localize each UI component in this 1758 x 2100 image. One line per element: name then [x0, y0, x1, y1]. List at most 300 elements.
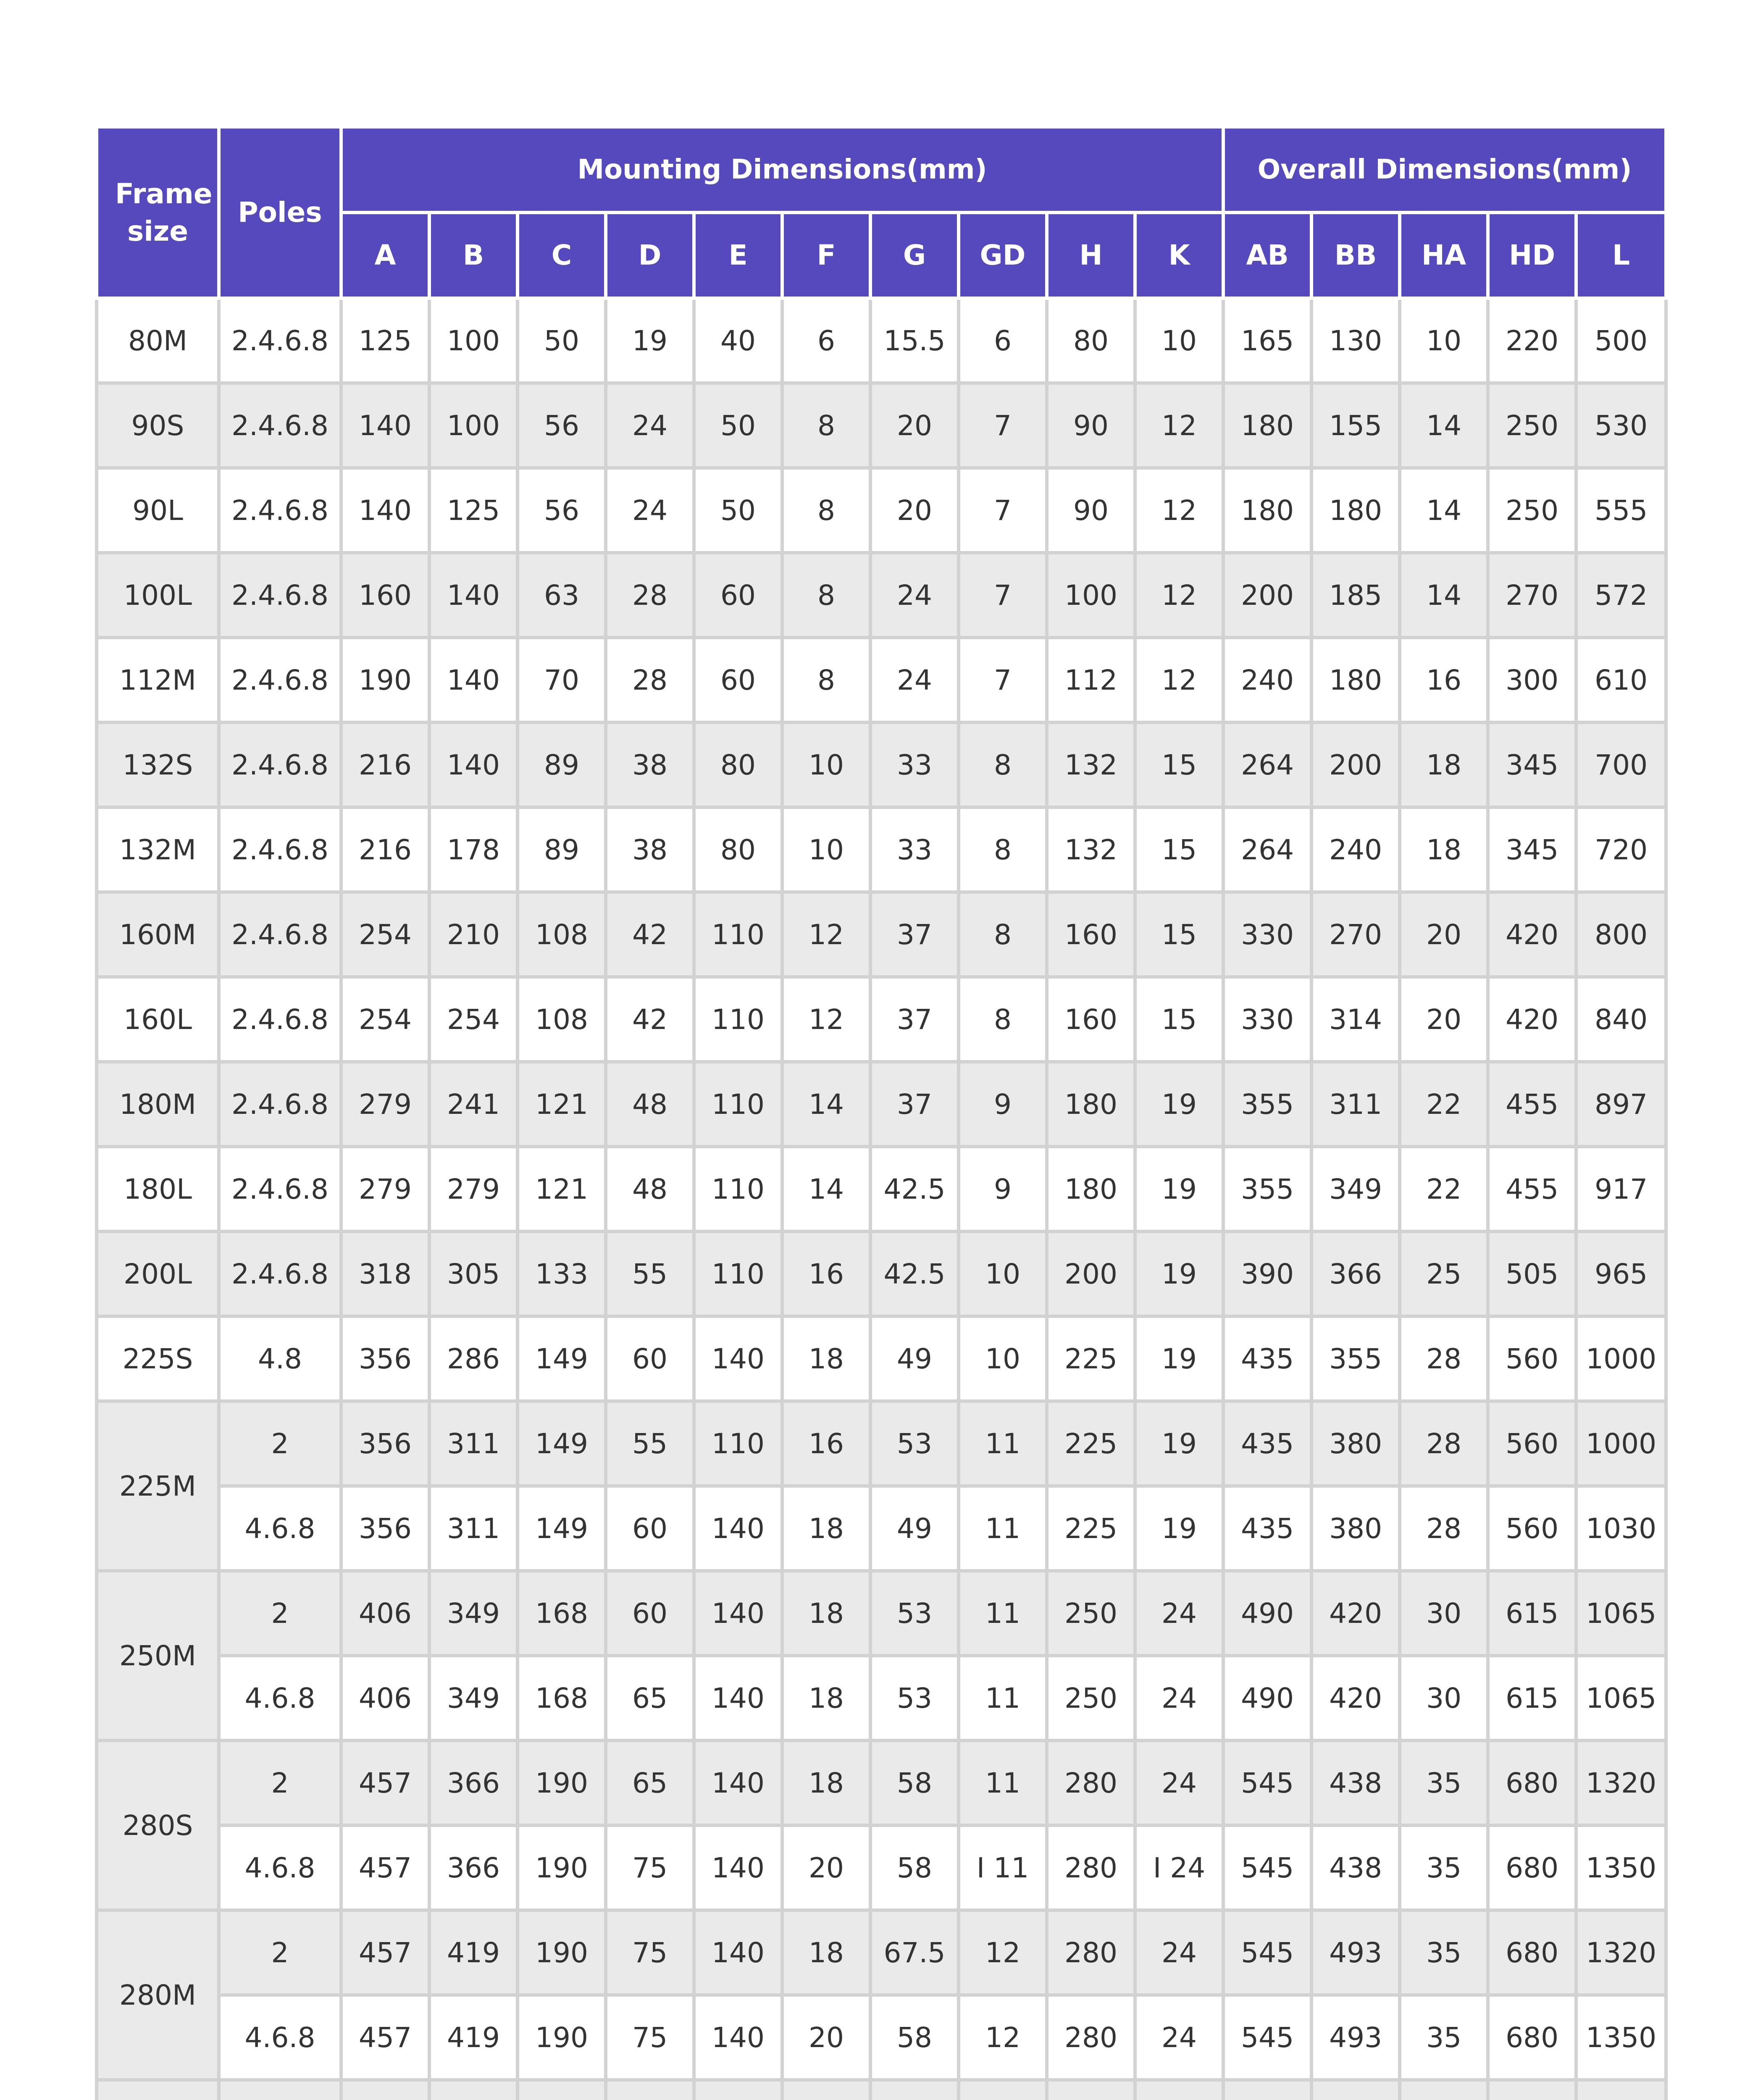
table-cell: 56	[518, 383, 606, 468]
table-cell: 63	[518, 553, 606, 638]
poles-cell: 2.4.6.8	[219, 553, 341, 638]
table-cell: 20	[782, 1995, 870, 2080]
table-cell: 132	[1047, 722, 1135, 807]
table-cell: 493	[1311, 1910, 1400, 1995]
table-cell: 420	[1488, 977, 1576, 1062]
table-cell: 12	[782, 892, 870, 977]
table-body	[97, 298, 1666, 2100]
table-cell: 15	[1135, 977, 1223, 1062]
table-cell: 65	[606, 1656, 694, 1740]
table-cell: 420	[1311, 1571, 1400, 1656]
table-cell: 18	[782, 1486, 870, 1571]
table-cell: 240	[1223, 638, 1311, 722]
table-cell: 555	[1576, 468, 1666, 553]
table-cell: 279	[429, 1147, 518, 1231]
table-cell: 19	[1135, 1316, 1223, 1401]
poles-cell: 4.6.8	[219, 1995, 341, 2080]
table-cell: 241	[429, 1062, 518, 1147]
table-cell: 15	[1135, 807, 1223, 892]
table-cell: 965	[1576, 1231, 1666, 1316]
poles-cell: 2.4.6.8	[219, 892, 341, 977]
table-cell: 155	[1311, 383, 1400, 468]
table-row	[97, 468, 1666, 553]
table-cell: 1000	[1576, 1401, 1666, 1486]
table-cell: 250	[1488, 468, 1576, 553]
table-cell: 89	[518, 807, 606, 892]
poles-header: Poles	[219, 127, 341, 298]
table-cell: 35	[1400, 1995, 1488, 2080]
table-cell: 840	[1576, 977, 1666, 1062]
table-row	[97, 383, 1666, 468]
table-cell: 100	[429, 298, 518, 383]
table-cell: 18	[1400, 722, 1488, 807]
table-cell: 24	[1135, 1656, 1223, 1740]
table-cell: 140	[694, 1486, 782, 1571]
poles-cell: 2	[219, 1571, 341, 1656]
frame-size-cell	[97, 2080, 219, 2100]
table-cell: 10	[782, 807, 870, 892]
table-cell: 180	[1047, 1062, 1135, 1147]
poles-cell: 2.4.6.8	[219, 383, 341, 468]
table-cell	[1488, 2080, 1576, 2100]
table-cell: 8	[959, 892, 1047, 977]
table-cell: 16	[1400, 638, 1488, 722]
table-cell: 42	[606, 892, 694, 977]
table-cell: 18	[782, 1656, 870, 1740]
table-cell: 149	[518, 1486, 606, 1571]
table-cell: 28	[1400, 1486, 1488, 1571]
table-cell: 18	[782, 1316, 870, 1401]
table-cell: 505	[1488, 1231, 1576, 1316]
table-cell: 390	[1223, 1231, 1311, 1316]
table-cell: 311	[429, 1401, 518, 1486]
table-cell: 19	[1135, 1486, 1223, 1571]
table-cell: 160	[1047, 977, 1135, 1062]
table-cell: 225	[1047, 1316, 1135, 1401]
table-cell: 53	[870, 1656, 959, 1740]
table-cell	[694, 2080, 782, 2100]
table-cell: 53	[870, 1571, 959, 1656]
table-cell	[341, 2080, 429, 2100]
table-cell: 80	[694, 722, 782, 807]
table-cell: 270	[1488, 553, 1576, 638]
poles-cell: 2.4.6.8	[219, 638, 341, 722]
table-cell: 264	[1223, 722, 1311, 807]
table-cell: 349	[429, 1656, 518, 1740]
table-cell: 121	[518, 1147, 606, 1231]
table-cell: 100	[1047, 553, 1135, 638]
table-cell: 58	[870, 1740, 959, 1825]
table-cell: 6	[959, 298, 1047, 383]
table-cell: 9	[959, 1062, 1047, 1147]
table-cell: 7	[959, 383, 1047, 468]
table-cell: 1350	[1576, 1995, 1666, 2080]
table-row	[97, 1995, 1666, 2080]
table-cell: 180	[1223, 383, 1311, 468]
table-cell	[1576, 2080, 1666, 2100]
poles-cell	[219, 2080, 341, 2100]
table-cell: 420	[1311, 1656, 1400, 1740]
table-row	[97, 892, 1666, 977]
table-cell: 24	[1135, 1910, 1223, 1995]
frame-size-cell: 160L	[97, 977, 219, 1062]
table-cell: 55	[606, 1401, 694, 1486]
table-cell: 110	[694, 1147, 782, 1231]
table-cell: 90	[1047, 383, 1135, 468]
table-cell: 140	[694, 1740, 782, 1825]
table-cell: 80	[1047, 298, 1135, 383]
table-cell: 40	[694, 298, 782, 383]
table-cell: 140	[694, 1571, 782, 1656]
table-cell: 140	[429, 553, 518, 638]
table-cell: 12	[1135, 638, 1223, 722]
frame-size-cell: 90S	[97, 383, 219, 468]
table-cell: 160	[1047, 892, 1135, 977]
column-header-ha: HA	[1400, 213, 1488, 298]
table-cell: 121	[518, 1062, 606, 1147]
table-cell: 15.5	[870, 298, 959, 383]
table-cell: 22	[1400, 1147, 1488, 1231]
table-cell: 53	[870, 1401, 959, 1486]
table-cell: 8	[782, 638, 870, 722]
table-cell: 49	[870, 1316, 959, 1401]
table-cell: 30	[1400, 1571, 1488, 1656]
table-cell: 20	[870, 383, 959, 468]
table-cell: 58	[870, 1995, 959, 2080]
table-cell: 19	[606, 298, 694, 383]
table-cell: 457	[341, 1740, 429, 1825]
table-cell: 90	[1047, 468, 1135, 553]
table-cell: 500	[1576, 298, 1666, 383]
table-cell: 80	[694, 807, 782, 892]
table-cell: 545	[1223, 1740, 1311, 1825]
table-cell	[606, 2080, 694, 2100]
table-cell	[429, 2080, 518, 2100]
table-cell: 7	[959, 468, 1047, 553]
frame-size-cell: 200L	[97, 1231, 219, 1316]
table-row	[97, 722, 1666, 807]
table-cell: 140	[694, 1825, 782, 1910]
table-cell: 917	[1576, 1147, 1666, 1231]
poles-cell: 2.4.6.8	[219, 977, 341, 1062]
table-cell: 250	[1488, 383, 1576, 468]
poles-cell: 4.6.8	[219, 1656, 341, 1740]
table-cell: 185	[1311, 553, 1400, 638]
table-cell: 50	[694, 468, 782, 553]
column-header-d: D	[606, 213, 694, 298]
table-cell: 16	[782, 1401, 870, 1486]
table-cell: 33	[870, 807, 959, 892]
table-cell: 42.5	[870, 1231, 959, 1316]
table-cell: 455	[1488, 1147, 1576, 1231]
table-cell: 132	[1047, 807, 1135, 892]
table-cell	[1400, 2080, 1488, 2100]
table-cell: 14	[1400, 383, 1488, 468]
table-row	[97, 1231, 1666, 1316]
table-cell: 7	[959, 553, 1047, 638]
table-cell: 11	[959, 1571, 1047, 1656]
table-cell: 140	[341, 383, 429, 468]
table-cell: 380	[1311, 1486, 1400, 1571]
table-cell: 356	[341, 1316, 429, 1401]
table-cell: 125	[429, 468, 518, 553]
table-cell: 37	[870, 892, 959, 977]
table-cell: 37	[870, 977, 959, 1062]
table-cell: 25	[1400, 1231, 1488, 1316]
table-cell: 180	[1047, 1147, 1135, 1231]
table-cell: 38	[606, 722, 694, 807]
table-cell: 457	[341, 1825, 429, 1910]
frame-size-cell: 180M	[97, 1062, 219, 1147]
table-cell: 110	[694, 892, 782, 977]
table-cell: 490	[1223, 1571, 1311, 1656]
table-cell: 9	[959, 1147, 1047, 1231]
table-cell: 190	[518, 1825, 606, 1910]
table-cell: 700	[1576, 722, 1666, 807]
table-cell: 1065	[1576, 1571, 1666, 1656]
table-cell: 264	[1223, 807, 1311, 892]
table-cell: I 24	[1135, 1825, 1223, 1910]
header-row-groups	[97, 127, 1666, 213]
table-cell: 28	[606, 638, 694, 722]
table-cell: 20	[1400, 977, 1488, 1062]
table-cell: 545	[1223, 1910, 1311, 1995]
table-cell: 28	[1400, 1316, 1488, 1401]
table-cell: 18	[1400, 807, 1488, 892]
table-cell: 140	[429, 638, 518, 722]
table-cell: 190	[518, 1995, 606, 2080]
table-cell: 180	[1311, 638, 1400, 722]
table-cell: 680	[1488, 1740, 1576, 1825]
frame-size-cell: 160M	[97, 892, 219, 977]
table-cell: 419	[429, 1995, 518, 2080]
table-cell	[518, 2080, 606, 2100]
table-row	[97, 1825, 1666, 1910]
table-row	[97, 977, 1666, 1062]
table-cell: 311	[1311, 1062, 1400, 1147]
table-cell: 1320	[1576, 1910, 1666, 1995]
poles-cell: 2.4.6.8	[219, 1231, 341, 1316]
poles-cell: 4.6.8	[219, 1486, 341, 1571]
table-cell: 356	[341, 1401, 429, 1486]
table-cell: 48	[606, 1147, 694, 1231]
table-cell	[959, 2080, 1047, 2100]
table-cell: 60	[606, 1486, 694, 1571]
table-cell: 22	[1400, 1062, 1488, 1147]
table-cell: 200	[1223, 553, 1311, 638]
dimensions-table	[95, 125, 1668, 2100]
table-cell: 14	[1400, 468, 1488, 553]
table-cell: 438	[1311, 1740, 1400, 1825]
frame-size-cell: 180L	[97, 1147, 219, 1231]
table-cell: 254	[341, 977, 429, 1062]
table-cell: 12	[959, 1995, 1047, 2080]
table-cell: 8	[959, 977, 1047, 1062]
table-cell: 12	[1135, 383, 1223, 468]
table-cell: 225	[1047, 1486, 1135, 1571]
table-row	[97, 1740, 1666, 1825]
table-cell: 280	[1047, 1995, 1135, 2080]
table-cell: 420	[1488, 892, 1576, 977]
table-cell: 35	[1400, 1740, 1488, 1825]
table-row	[97, 553, 1666, 638]
table-cell: 18	[782, 1910, 870, 1995]
table-cell: 14	[1400, 553, 1488, 638]
table-cell: 455	[1488, 1062, 1576, 1147]
column-header-c: C	[518, 213, 606, 298]
poles-cell: 2	[219, 1910, 341, 1995]
table-cell: 11	[959, 1656, 1047, 1740]
frame-size-cell: 280M	[97, 1910, 219, 2080]
table-cell: 130	[1311, 298, 1400, 383]
table-cell: 560	[1488, 1316, 1576, 1401]
table-cell: 314	[1311, 977, 1400, 1062]
table-cell: 50	[518, 298, 606, 383]
table-cell: 180	[1223, 468, 1311, 553]
table-cell: 28	[1400, 1401, 1488, 1486]
table-cell: 190	[341, 638, 429, 722]
table-cell: 38	[606, 807, 694, 892]
table-cell: 14	[782, 1062, 870, 1147]
table-cell: 349	[1311, 1147, 1400, 1231]
table-cell: 60	[606, 1571, 694, 1656]
table-cell: 56	[518, 468, 606, 553]
table-cell: 305	[429, 1231, 518, 1316]
table-cell: 42	[606, 977, 694, 1062]
column-header-a: A	[341, 213, 429, 298]
table-cell: 254	[429, 977, 518, 1062]
table-cell: 12	[959, 1910, 1047, 1995]
table-cell: 216	[341, 807, 429, 892]
table-cell: 311	[429, 1486, 518, 1571]
table-cell: 178	[429, 807, 518, 892]
table-cell: 572	[1576, 553, 1666, 638]
table-cell: 108	[518, 892, 606, 977]
table-cell: 49	[870, 1486, 959, 1571]
table-cell: 615	[1488, 1571, 1576, 1656]
table-cell: 435	[1223, 1486, 1311, 1571]
table-row	[97, 807, 1666, 892]
table-cell: 457	[341, 1995, 429, 2080]
frame-size-cell: 280S	[97, 1740, 219, 1910]
poles-cell: 2	[219, 1401, 341, 1486]
table-cell: 160	[341, 553, 429, 638]
table-cell: 140	[694, 1656, 782, 1740]
table-cell: 10	[1400, 298, 1488, 383]
table-cell: 457	[341, 1910, 429, 1995]
frame-size-cell: 250M	[97, 1571, 219, 1740]
table-cell: 330	[1223, 977, 1311, 1062]
table-row	[97, 1571, 1666, 1656]
frame-size-cell: 80M	[97, 298, 219, 383]
column-header-g: G	[870, 213, 959, 298]
table-cell: 435	[1223, 1401, 1311, 1486]
table-cell: 366	[429, 1825, 518, 1910]
table-cell: 8	[782, 383, 870, 468]
poles-cell: 4.8	[219, 1316, 341, 1401]
table-row	[97, 1147, 1666, 1231]
column-header-ab: AB	[1223, 213, 1311, 298]
table-cell: 12	[1135, 553, 1223, 638]
table-cell: 300	[1488, 638, 1576, 722]
poles-cell: 2.4.6.8	[219, 1147, 341, 1231]
table-cell: 125	[341, 298, 429, 383]
table-cell: 28	[606, 553, 694, 638]
table-cell: 140	[694, 1316, 782, 1401]
table-cell	[1223, 2080, 1311, 2100]
table-cell: 180	[1311, 468, 1400, 553]
table-cell: 19	[1135, 1147, 1223, 1231]
table-cell: 279	[341, 1062, 429, 1147]
table-cell: 280	[1047, 1740, 1135, 1825]
table-cell: 11	[959, 1486, 1047, 1571]
table-cell: 24	[1135, 1740, 1223, 1825]
column-header-gd: GD	[959, 213, 1047, 298]
table-cell: 380	[1311, 1401, 1400, 1486]
table-cell: 435	[1223, 1316, 1311, 1401]
poles-cell: 2.4.6.8	[219, 468, 341, 553]
table-cell: 800	[1576, 892, 1666, 977]
table-cell: 33	[870, 722, 959, 807]
table-cell: 8	[782, 553, 870, 638]
table-cell: 65	[606, 1740, 694, 1825]
table-cell: 897	[1576, 1062, 1666, 1147]
table-cell: 355	[1223, 1147, 1311, 1231]
table-cell: 15	[1135, 892, 1223, 977]
table-cell: 545	[1223, 1995, 1311, 2080]
table-cell: 19	[1135, 1062, 1223, 1147]
table-cell: 720	[1576, 807, 1666, 892]
table-cell: 16	[782, 1231, 870, 1316]
table-cell: 110	[694, 977, 782, 1062]
table-cell: 30	[1400, 1656, 1488, 1740]
table-cell: 55	[606, 1231, 694, 1316]
table-cell: 8	[782, 468, 870, 553]
table-row	[97, 1656, 1666, 1740]
table-cell: 24	[870, 553, 959, 638]
frame-size-cell: 90L	[97, 468, 219, 553]
poles-cell: 2.4.6.8	[219, 807, 341, 892]
column-header-h: H	[1047, 213, 1135, 298]
table-cell: 18	[782, 1740, 870, 1825]
column-header-e: E	[694, 213, 782, 298]
frame-size-cell: 100L	[97, 553, 219, 638]
table-cell: 89	[518, 722, 606, 807]
table-cell: 140	[694, 1995, 782, 2080]
table-cell: 615	[1488, 1656, 1576, 1740]
column-header-k: K	[1135, 213, 1223, 298]
table-row	[97, 1401, 1666, 1486]
table-cell: 24	[1135, 1995, 1223, 2080]
table-row	[97, 298, 1666, 383]
table-cell: 24	[606, 468, 694, 553]
table-cell: 7	[959, 638, 1047, 722]
table-cell: 48	[606, 1062, 694, 1147]
table-cell: 8	[959, 722, 1047, 807]
table-cell: 11	[959, 1401, 1047, 1486]
table-cell: 75	[606, 1825, 694, 1910]
column-header-hd: HD	[1488, 213, 1576, 298]
table-row	[97, 1910, 1666, 1995]
table-cell: 60	[694, 553, 782, 638]
poles-cell: 2.4.6.8	[219, 722, 341, 807]
table-cell: 560	[1488, 1401, 1576, 1486]
table-cell: 366	[429, 1740, 518, 1825]
table-cell: 1350	[1576, 1825, 1666, 1910]
frame-size-cell: 132M	[97, 807, 219, 892]
table-cell: 1320	[1576, 1740, 1666, 1825]
table-cell: 15	[1135, 722, 1223, 807]
